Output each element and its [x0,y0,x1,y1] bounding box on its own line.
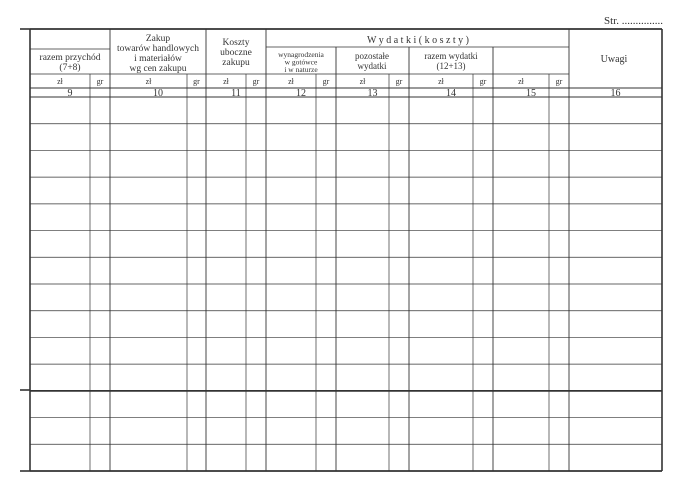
column-number: 13 [367,88,378,99]
header-line: wynagrodzenia [278,50,324,59]
header-line: razem wydatki [424,51,478,61]
unit-zl-label: zł [288,77,294,86]
header-line: i materiałów [134,54,182,64]
column-number: 10 [153,88,163,99]
unit-zl-label: zł [57,77,63,86]
header-line: (7+8) [59,63,81,73]
header-line: uboczne [220,48,252,58]
column-number: 16 [610,88,621,99]
header-line: zakupu [222,58,250,68]
header-wydatki-title: W y d a t k i ( k o s z t y ) [366,35,470,46]
unit-gr-label: gr [555,77,563,86]
header-line: i w naturze [284,65,318,74]
header-line: w gotówce [284,57,318,67]
unit-gr-label: gr [96,77,104,86]
column-number: 15 [526,88,536,99]
unit-zl-label: zł [359,77,366,86]
ledger-grid [20,29,662,471]
header-uwagi: Uwagi [600,54,628,65]
unit-gr-label: gr [322,77,330,86]
unit-label-row [57,77,563,86]
header-line: Koszty [222,38,250,48]
header-line: (12+13) [436,61,466,71]
header-line: pozostałe [355,51,389,61]
header-line: wg cen zakupu [129,64,187,74]
header-pozostale-wydatki [355,51,389,71]
header-line: razem przychód [39,53,101,63]
page-number-label: Str. ............... [604,15,663,27]
header-line: wydatki [357,61,387,71]
column-number: 11 [231,88,241,99]
unit-gr-label: gr [395,77,403,86]
header-wynagrodzenia [278,50,324,74]
header-razem-przychod [40,53,101,73]
header-koszty-uboczne [220,38,252,68]
column-number: 12 [296,88,306,99]
unit-gr-label: gr [193,77,200,86]
header-line: Zakup [145,34,171,44]
unit-gr-label: gr [479,77,487,86]
header-razem-wydatki [424,51,478,71]
column-number: 14 [446,88,456,99]
unit-zl-label: zł [223,77,229,86]
unit-gr-label: gr [252,77,260,86]
column-number: 9 [67,88,73,99]
unit-zl-label: zł [438,77,444,86]
header-zakup-towarow [117,34,199,74]
unit-zl-label: zł [518,77,524,86]
unit-zl-label: zł [145,77,152,86]
header-line: towarów handlowych [116,44,200,54]
